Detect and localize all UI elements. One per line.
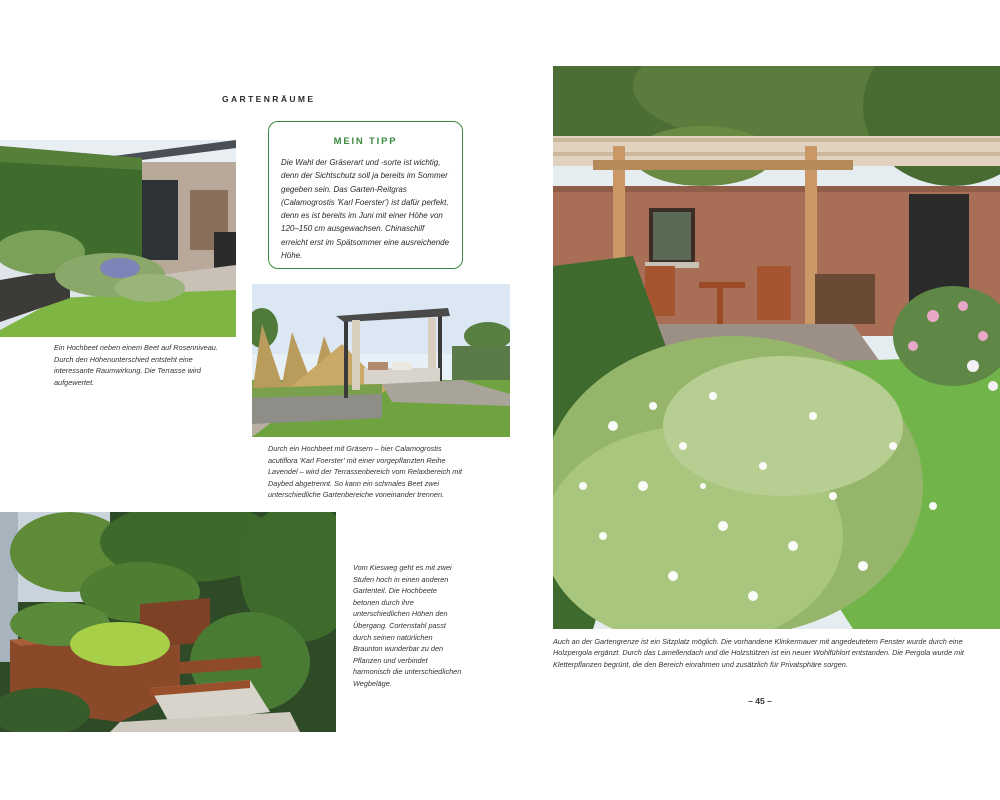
tip-box — [268, 121, 463, 269]
photo-pergola-seating — [553, 66, 1000, 629]
caption-daybed: Durch ein Hochbeet mit Gräsern – hier Calamogrostis acutiflora 'Karl Foerster' mit einer vorgepflanzten Reihe Lavendel – wird der Terrassenbereich vom Relaxbereich mit Daybed abgetrennt. So kann ein schmales Beet zwei unterschiedliche Gartenbereiche voneinander trennen. — [268, 444, 463, 500]
photo-corten-steps — [0, 512, 336, 732]
section-title: GARTENRÄUME — [222, 94, 316, 104]
caption-raised-bed: Ein Hochbeet neben einem Beet auf Rosenniveau. Durch den Höhenunterschied entsteht eine interessante Raumwirkung. Die Terrasse wird aufgewertet. — [54, 343, 218, 387]
tip-title: MEIN TIPP — [333, 136, 398, 147]
tip-text: Die Wahl der Gräserart und -sorte ist wichtig, denn der Sichtschutz soll ja bereits im Sommer gegeben sein. Das Garten-Reitgras (Calamogrostis 'Karl Foerster') ist dafür perfekt, denn es ist bereits im Juni mit einer Höhe von 120–150 cm ausgewachsen. Chinaschilf erreicht erst im Spätsommer eine ausreichende Höhe. — [281, 158, 450, 261]
caption-steps: Vom Kiesweg geht es mit zwei Stufen hoch in einen anderen Gartenteil. Die Hochbeete betonen durch ihre unterschiedlichen Höhen den Übergang. Cortenstahl passt durch seinen natürlichen Braunton wunderbar zu den Pflanzen und verbindet harmonisch die unterschiedlichen Wegbeläge. — [353, 563, 462, 688]
photo-raised-bed-terrace — [0, 140, 236, 337]
caption-pergola: Auch an der Gartengrenze ist ein Sitzplatz möglich. Die vorhandene Klinkermauer mit angedeutetem Fenster wurde durch eine Holzpergola ergänzt. Durch das Lamellendach und die Holzstützen ist ein neuer Wohlfühlort entstanden. Die Pergola wurde mit Kletterpflanzen begrünt, die den Bereich einrahmen und zusätzlich für Privatsphäre sorgen. — [553, 637, 964, 669]
page-number: – 45 – — [748, 696, 772, 706]
photo-daybed-grasses — [252, 284, 510, 437]
